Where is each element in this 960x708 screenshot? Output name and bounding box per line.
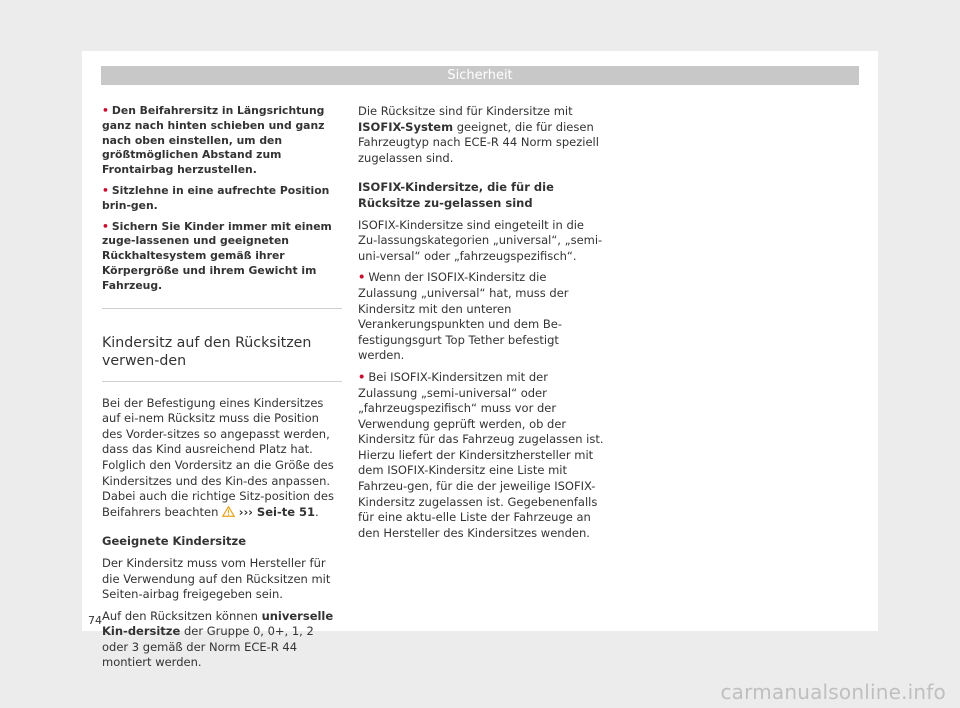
- bullet-icon: •: [102, 183, 109, 197]
- bullet-icon: •: [358, 369, 366, 384]
- paragraph: Bei der Befestigung eines Kindersitzes auf ei-nem Rücksitz muss die Position des Vorder-sitzes so angepasst werden, dass das Kind ausreichend Platz hat. Folglich den Vordersitz an die Größe des Kindersitzes und des Kin-des anpassen. Dabei auch die richtige Sitz-position des Beifahrers beachten ››› Sei-te 51.: [102, 395, 334, 519]
- watermark: carmanualsonline.info: [720, 680, 946, 704]
- paragraph: Die Rücksitze sind für Kindersitze mit ISOFIX-System geeignet, die für diesen Fahrzeugtyp nach ECE-R 44 Norm speziell zugelassen sind.: [358, 104, 599, 165]
- left-column: [102, 104, 342, 677]
- paragraph: Der Kindersitz muss vom Hersteller für die Verwendung auf den Rücksitzen mit Seiten-airbag freigegeben sein.: [102, 555, 331, 602]
- subheading: Geeignete Kindersitze: [102, 534, 247, 549]
- header-bar: [101, 66, 859, 85]
- page-number: 74: [88, 614, 102, 627]
- page-header-title: Sicherheit: [447, 68, 513, 83]
- warning-item: • Sichern Sie Kinder immer mit einem zuge-lassenen und geeigneten Rückhaltesystem gemäß ihrer Körpergröße und ihrem Gewicht im Fahrzeug.: [102, 219, 332, 292]
- warning-box: [102, 104, 342, 309]
- warning-triangle-icon: [222, 506, 235, 517]
- subheading: ISOFIX-Kindersitze, die für die Rücksitze zu-gelassen sind: [358, 180, 554, 210]
- page-reference-link[interactable]: ››› Sei-te 51: [238, 504, 316, 519]
- warning-item: • Sitzlehne in eine aufrechte Position brin-gen.: [102, 183, 330, 212]
- right-column: [358, 104, 604, 547]
- bullet-icon: •: [102, 104, 109, 117]
- list-item: • Bei ISOFIX-Kindersitzen mit der Zulassung „semi-universal“ oder „fahrzeugspezifisch“ muss vor der Verwendung geprüft werden, ob der Kindersitz für das Fahrzeug zugelassen ist. Hierzu liefert der Kindersitzhersteller mit dem ISOFIX-Kindersitz eine Liste mit Fahrzeu-gen, für die der jeweilige ISOFIX-Kindersitz zugelassen ist. Gegebenenfalls für eine aktu-elle Liste der Fahrzeuge an den Hersteller des Kindersitzes wenden.: [358, 369, 604, 540]
- paragraph: ISOFIX-Kindersitze sind eingeteilt in die Zu-lassungskategorien „universal“, „semi-uni-versal“ oder „fahrzeugspezifisch“.: [358, 217, 603, 263]
- bullet-icon: •: [102, 219, 109, 233]
- list-item: • Wenn der ISOFIX-Kindersitz die Zulassung „universal“ hat, muss der Kindersitz mit den unteren Verankerungspunkten und dem Be-festigungsgurt Top Tether befestigt werden.: [358, 270, 569, 363]
- section-title: Kindersitz auf den Rücksitzen verwen-den: [102, 334, 342, 382]
- warning-item: • Den Beifahrersitz in Längsrichtung ganz nach hinten schieben und ganz nach oben einstellen, um den größtmöglichen Abstand zum Frontairbag herzustellen.: [102, 104, 325, 177]
- paragraph: Auf den Rücksitzen können universelle Kin-dersitze der Gruppe 0, 0+, 1, 2 oder 3 gemäß der Norm ECE-R 44 montiert werden.: [102, 608, 334, 670]
- bullet-icon: •: [358, 270, 366, 285]
